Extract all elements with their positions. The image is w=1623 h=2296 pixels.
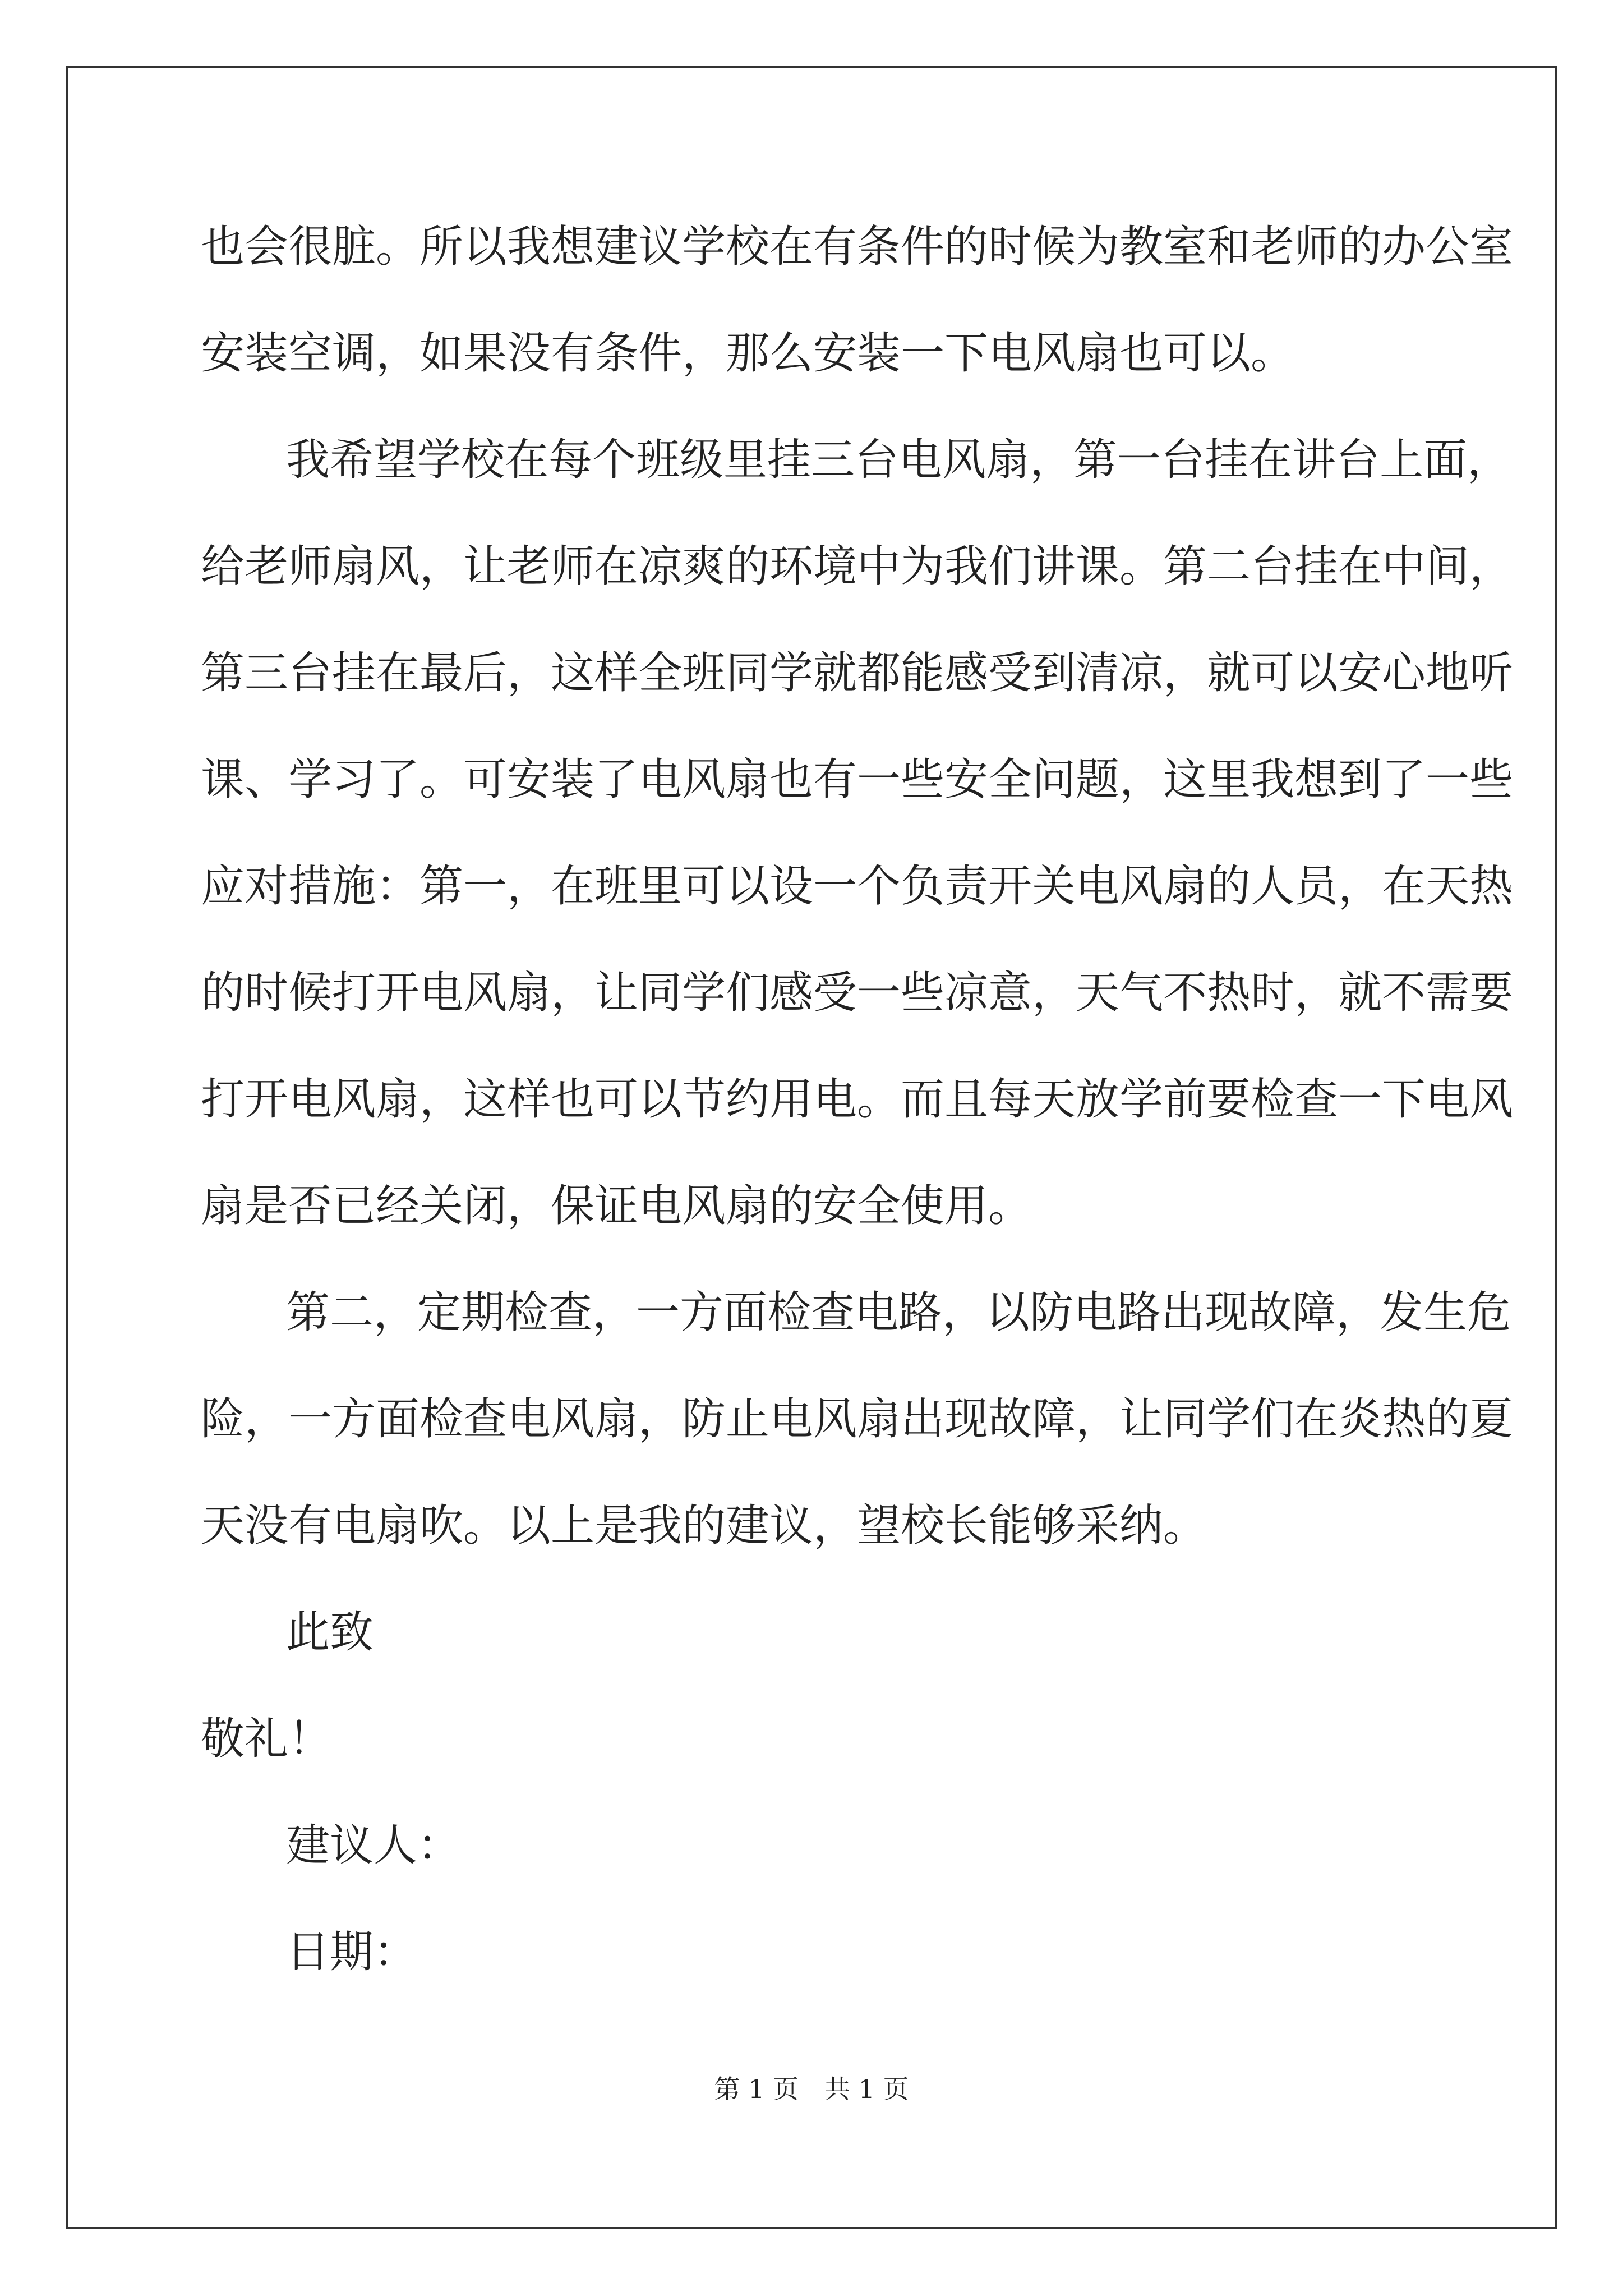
document-body — [201, 213, 1514, 2025]
paragraph-line: 险，一方面检查电风扇，防止电风扇出现故障，让同学们在炎热的夏 — [201, 1394, 1514, 1444]
closing-regards: 敬礼！ — [201, 1714, 333, 1764]
paragraph-line: 也会很脏。所以我想建议学校在有条件的时候为教室和老师的办公室 — [201, 222, 1514, 272]
paragraph-line: 课、学习了。可安装了电风扇也有一些安全问题，这里我想到了一些 — [201, 754, 1514, 805]
paragraph-line: 的时候打开电风扇，让同学们感受一些凉意，天气不热时，就不需要 — [201, 968, 1514, 1018]
paragraph-line: 应对措施：第一，在班里可以设一个负责开关电风扇的人员，在天热 — [201, 861, 1514, 912]
closing-salutation: 此致 — [286, 1607, 374, 1658]
paragraph-line: 扇是否已经关闭，保证电风扇的安全使用。 — [201, 1181, 1032, 1231]
paragraph-line: 安装空调，如果没有条件，那么安装一下电风扇也可以。 — [201, 328, 1295, 379]
page-number: 第 1 页 共 1 页 — [714, 2074, 909, 2104]
paragraph-line: 第三台挂在最后，这样全班同学就都能感受到清凉，就可以安心地听 — [201, 648, 1514, 698]
paragraph-line: 我希望学校在每个班级里挂三台电风扇，第一台挂在讲台上面， — [286, 435, 1511, 485]
paragraph-line: 天没有电扇吹。以上是我的建议，望校长能够采纳。 — [201, 1501, 1207, 1551]
paragraph-line: 打开电风扇，这样也可以节约用电。而且每天放学前要检查一下电风 — [201, 1074, 1514, 1125]
date-label: 日期： — [286, 1927, 418, 1977]
paragraph-line: 第二，定期检查，一方面检查电路，以防电路出现故障，发生危 — [286, 1287, 1511, 1338]
signer-label: 建议人： — [286, 1820, 462, 1871]
paragraph-line: 给老师扇风，让老师在凉爽的环境中为我们讲课。第二台挂在中间， — [201, 541, 1514, 592]
